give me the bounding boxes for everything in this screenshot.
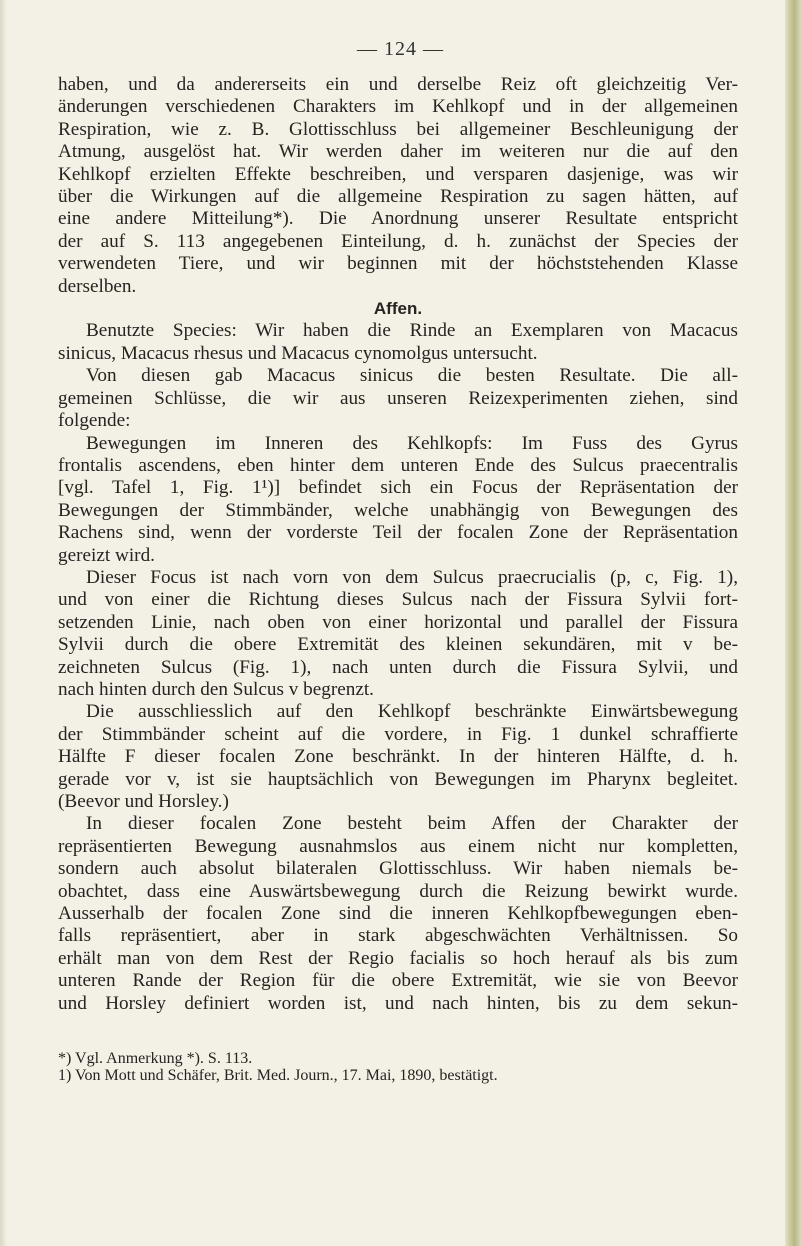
text-line: folgende: bbox=[58, 410, 131, 432]
text-line: frontalis ascendens, eben hinter dem unteren Ende des Sulcus praecentralis bbox=[58, 454, 738, 476]
footnote: 1) Von Mott und Schäfer, Brit. Med. Journ., 17. Mai, 1890, bestätigt. bbox=[58, 1067, 498, 1084]
text-line: gereizt wird. bbox=[58, 544, 155, 566]
text-line: änderungen verschiedenen Charakters im Kehlkopf und in der allgemeinen bbox=[58, 96, 738, 118]
text-line: repräsentierten Bewegung ausnahmslos aus einem nicht nur kompletten, bbox=[58, 835, 738, 857]
text-line: Kehlkopf erzielten Effekte beschreiben, und versparen dasjenige, was wir bbox=[58, 163, 738, 185]
text-line: [vgl. Tafel 1, Fig. 1¹)] befindet sich ein Focus der Repräsentation der bbox=[58, 477, 738, 499]
text-line: (Beevor und Horsley.) bbox=[58, 791, 229, 812]
text-line: Hälfte F dieser focalen Zone beschränkt. In der hinteren Hälfte, d. h. bbox=[58, 746, 738, 768]
text-line: unteren Rande der Region für die obere Extremität, wie sie von Beevor bbox=[58, 970, 738, 992]
text-line: gerade vor v, ist sie hauptsächlich von Bewegungen im Pharynx begleitet. bbox=[58, 768, 738, 790]
text-line: Sylvii durch die obere Extremität des kleinen sekundären, mit v be- bbox=[58, 634, 738, 656]
text-line: setzenden Linie, nach oben von einer horizontal und parallel der Fissura bbox=[58, 611, 738, 633]
body-text bbox=[58, 74, 738, 1015]
text-line: In dieser focalen Zone besteht beim Affen der Charakter der bbox=[86, 813, 738, 835]
text-line: Rachens sind, wenn der vorderste Teil der focalen Zone der Repräsentation bbox=[58, 522, 738, 544]
text-line: Von diesen gab Macacus sinicus die besten Resultate. Die all- bbox=[86, 365, 738, 387]
text-line: der Stimmbänder scheint auf die vordere, in Fig. 1 dunkel schraffierte bbox=[58, 723, 738, 745]
text-line: eine andere Mitteilung*). Die Anordnung unserer Resultate entspricht bbox=[58, 208, 738, 230]
text-line: Benutzte Species: Wir haben die Rinde an Exemplaren von Macacus bbox=[86, 320, 738, 342]
text-line: Respiration, wie z. B. Glottisschluss bei allgemeiner Beschleunigung der bbox=[58, 118, 738, 140]
text-line: Ausserhalb der focalen Zone sind die inneren Kehlkopfbewegungen eben- bbox=[58, 903, 738, 925]
text-line: und von einer die Richtung dieses Sulcus nach der Fissura Sylvii fort- bbox=[58, 589, 738, 611]
text-line: derselben. bbox=[58, 275, 137, 297]
page-edge-right bbox=[785, 0, 801, 1246]
page-edge-left bbox=[0, 0, 7, 1246]
text-line: zeichneten Sulcus (Fig. 1), nach unten durch die Fissura Sylvii, und bbox=[58, 656, 738, 678]
text-line: Atmung, ausgelöst hat. Wir werden daher im weiteren nur die auf den bbox=[58, 141, 738, 163]
footnotes bbox=[58, 1050, 738, 1084]
text-line: und Horsley definiert worden ist, und nach hinten, bis zu dem sekun- bbox=[58, 992, 738, 1014]
text-line: obachtet, dass eine Auswärtsbewegung durch die Reizung bewirkt wurde. bbox=[58, 880, 738, 902]
text-line: Dieser Focus ist nach vorn von dem Sulcus praecrucialis (p, c, Fig. 1), bbox=[86, 566, 738, 588]
text-line: erhält man von dem Rest der Regio facialis so hoch herauf als bis zum bbox=[58, 947, 738, 969]
text-line: verwendeten Tiere, und wir beginnen mit der höchststehenden Klasse bbox=[58, 253, 738, 275]
text-line: Die ausschliesslich auf den Kehlkopf beschränkte Einwärtsbewegung bbox=[86, 701, 738, 723]
text-line: der auf S. 113 angegebenen Einteilung, d. h. zunächst der Species der bbox=[58, 230, 738, 252]
page-number: — 124 — bbox=[357, 38, 444, 60]
text-line: falls repräsentiert, aber in stark abgeschwächten Verhältnissen. So bbox=[58, 925, 738, 947]
text-line: sinicus, Macacus rhesus und Macacus cynomolgus untersucht. bbox=[58, 342, 538, 364]
text-line: über die Wirkungen auf die allgemeine Respiration zu sagen hätten, auf bbox=[58, 186, 738, 208]
text-line: sondern auch absolut bilateralen Glottisschluss. Wir haben niemals be- bbox=[58, 858, 738, 880]
text-line: haben, und da andererseits ein und derselbe Reiz oft gleichzeitig Ver- bbox=[58, 74, 738, 95]
text-line: Bewegungen der Stimmbänder, welche unabhängig von Bewegungen des bbox=[58, 499, 738, 521]
footnote: *) Vgl. Anmerkung *). S. 113. bbox=[58, 1050, 253, 1067]
text-line: Bewegungen im Inneren des Kehlkopfs: Im Fuss des Gyrus bbox=[86, 432, 738, 454]
text-line: nach hinten durch den Sulcus v begrenzt. bbox=[58, 678, 374, 700]
section-heading: Affen. bbox=[373, 299, 423, 319]
text-line: gemeinen Schlüsse, die wir aus unseren Reizexperimenten ziehen, sind bbox=[58, 387, 738, 409]
